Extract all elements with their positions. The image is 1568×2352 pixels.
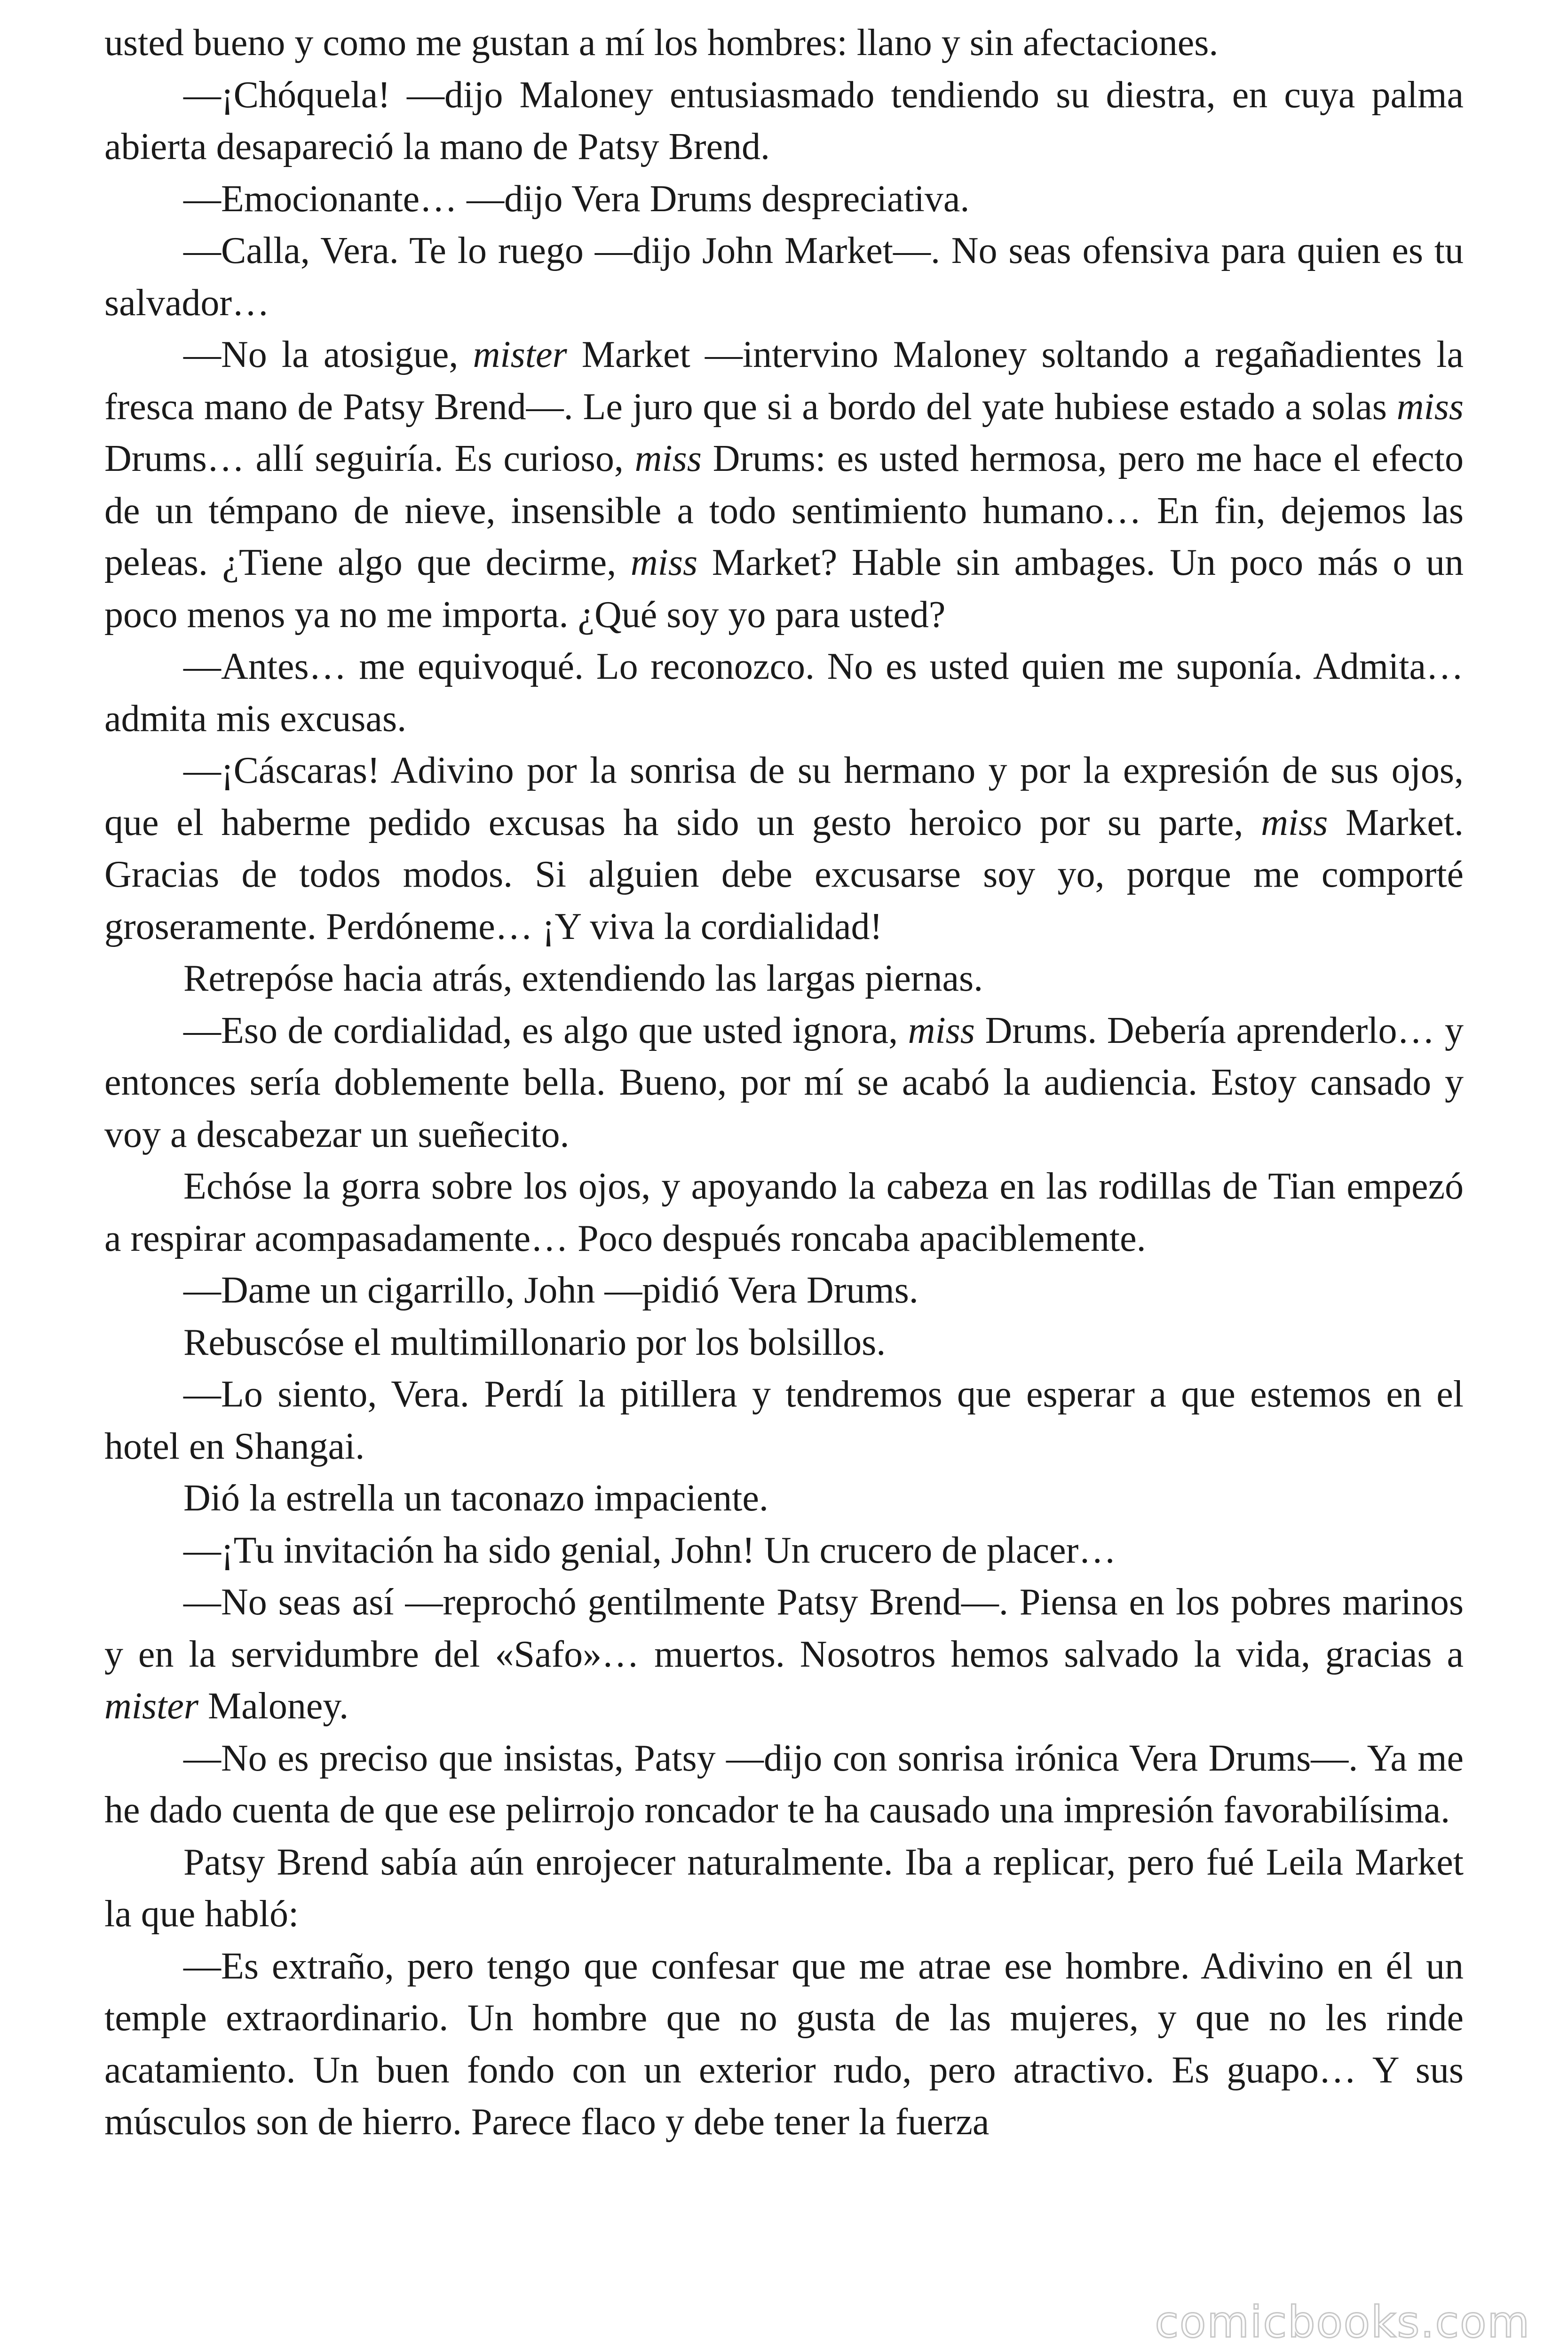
text-run: —Es extraño, pero tengo que confesar que me atrae ese hombre. Adivino en él un temple extraordinario. Un hombre que no gusta de las mujeres, y que no les rinde acatamiento. Un buen fondo con un exterior rudo, pero atractivo. Es guapo… Y sus músculos son de hierro. Parece flaco y debe tener la fuerza bbox=[104, 1945, 1464, 2143]
text-run: Market? Hable sin ambages. Un poco más o un poco menos ya no me importa. ¿Qué soy yo para usted? bbox=[104, 542, 1464, 636]
paragraph bbox=[104, 329, 1464, 641]
text-run: —Dame un cigarrillo, John —pidió Vera Drums. bbox=[183, 1270, 919, 1311]
text-run: Drums… allí seguiría. Es curioso, bbox=[104, 438, 635, 479]
text-run: —Emocionante… —dijo Vera Drums despreciativa. bbox=[183, 178, 970, 220]
italic-text: miss bbox=[908, 1009, 975, 1051]
text-run: —Calla, Vera. Te lo ruego —dijo John Market—. No seas ofensiva para quien es tu salvador… bbox=[104, 230, 1464, 324]
text-run: usted bueno y como me gustan a mí los hombres: llano y sin afectaciones. bbox=[104, 22, 1219, 64]
text-run: Market. Gracias de todos modos. Si alguien debe excusarse soy yo, porque me comporté groseramente. Perdóneme… ¡Y viva la cordialidad! bbox=[104, 802, 1464, 947]
paragraph bbox=[104, 1472, 1464, 1525]
paragraph bbox=[104, 1836, 1464, 1940]
text-run: —No seas así —reprochó gentilmente Patsy Brend—. Piensa en los pobres marinos y en la servidumbre del «Safo»… muertos. Nosotros hemos salvado la vida, gracias a bbox=[104, 1581, 1464, 1675]
paragraph bbox=[104, 1576, 1464, 1732]
text-run: —¡Chóquela! —dijo Maloney entusiasmado tendiendo su diestra, en cuya palma abierta desapareció la mano de Patsy Brend. bbox=[104, 74, 1464, 167]
text-run: Drums. Debería aprenderlo… y entonces sería doblemente bella. Bueno, por mí se acabó la audiencia. Estoy cansado y voy a descabezar un sueñecito. bbox=[104, 1009, 1464, 1155]
paragraph bbox=[104, 1317, 1464, 1369]
paragraph bbox=[104, 1368, 1464, 1472]
text-run: —¡Cáscaras! Adivino por la sonrisa de su hermano y por la expresión de sus ojos, que el haberme pedido excusas ha sido un gesto heroico por su parte, bbox=[104, 750, 1464, 843]
text-run: Retrepóse hacia atrás, extendiendo las largas piernas. bbox=[183, 958, 983, 999]
text-run: Rebuscóse el multimillonario por los bolsillos. bbox=[183, 1321, 886, 1363]
text-run: Echóse la gorra sobre los ojos, y apoyando la cabeza en las rodillas de Tian empezó a respirar acompasadamente… Poco después roncaba apaciblemente. bbox=[104, 1166, 1464, 1259]
text-run: —¡Tu invitación ha sido genial, John! Un crucero de placer… bbox=[183, 1529, 1117, 1571]
watermark: comicbooks.com bbox=[1155, 2297, 1530, 2347]
paragraph bbox=[104, 17, 1464, 69]
italic-text: miss bbox=[634, 438, 702, 479]
italic-text: mister bbox=[104, 1685, 198, 1727]
text-run: —No es preciso que insistas, Patsy —dijo con sonrisa irónica Vera Drums—. Ya me he dado cuenta de que ese pelirrojo roncador te ha causado una impresión favorabilísima. bbox=[104, 1737, 1464, 1831]
italic-text: mister bbox=[473, 334, 567, 375]
page-text bbox=[104, 17, 1464, 2148]
paragraph bbox=[104, 641, 1464, 745]
paragraph bbox=[104, 1940, 1464, 2148]
text-run: —Eso de cordialidad, es algo que usted ignora, bbox=[183, 1009, 908, 1051]
text-run: —Antes… me equivoqué. Lo reconozco. No es usted quien me suponía. Admita… admita mis excusas. bbox=[104, 646, 1464, 739]
paragraph bbox=[104, 1732, 1464, 1836]
paragraph bbox=[104, 1160, 1464, 1264]
text-run: —Lo siento, Vera. Perdí la pitillera y tendremos que esperar a que estemos en el hotel en Shangai. bbox=[104, 1374, 1464, 1467]
paragraph bbox=[104, 225, 1464, 329]
italic-text: miss bbox=[1261, 802, 1328, 843]
paragraph bbox=[104, 1525, 1464, 1577]
italic-text: miss bbox=[1396, 386, 1464, 428]
paragraph bbox=[104, 1264, 1464, 1317]
text-run: Dió la estrella un taconazo impaciente. bbox=[183, 1478, 768, 1519]
paragraph bbox=[104, 953, 1464, 1005]
text-run: Drums: es usted hermosa, pero me hace el efecto de un témpano de nieve, insensible a todo sentimiento humano… En fin, dejemos las peleas. ¿Tiene algo que decirme, bbox=[104, 438, 1464, 583]
paragraph bbox=[104, 69, 1464, 173]
italic-text: miss bbox=[630, 542, 698, 583]
paragraph bbox=[104, 745, 1464, 953]
paragraph bbox=[104, 1005, 1464, 1161]
text-run: Market —intervino Maloney soltando a regañadientes la fresca mano de Patsy Brend—. Le juro que si a bordo del yate hubiese estado a solas bbox=[104, 334, 1464, 428]
paragraph bbox=[104, 173, 1464, 225]
text-run: Maloney. bbox=[198, 1685, 349, 1727]
text-run: —No la atosigue, bbox=[183, 334, 473, 375]
text-run: Patsy Brend sabía aún enrojecer naturalmente. Iba a replicar, pero fué Leila Market la que habló: bbox=[104, 1841, 1464, 1935]
